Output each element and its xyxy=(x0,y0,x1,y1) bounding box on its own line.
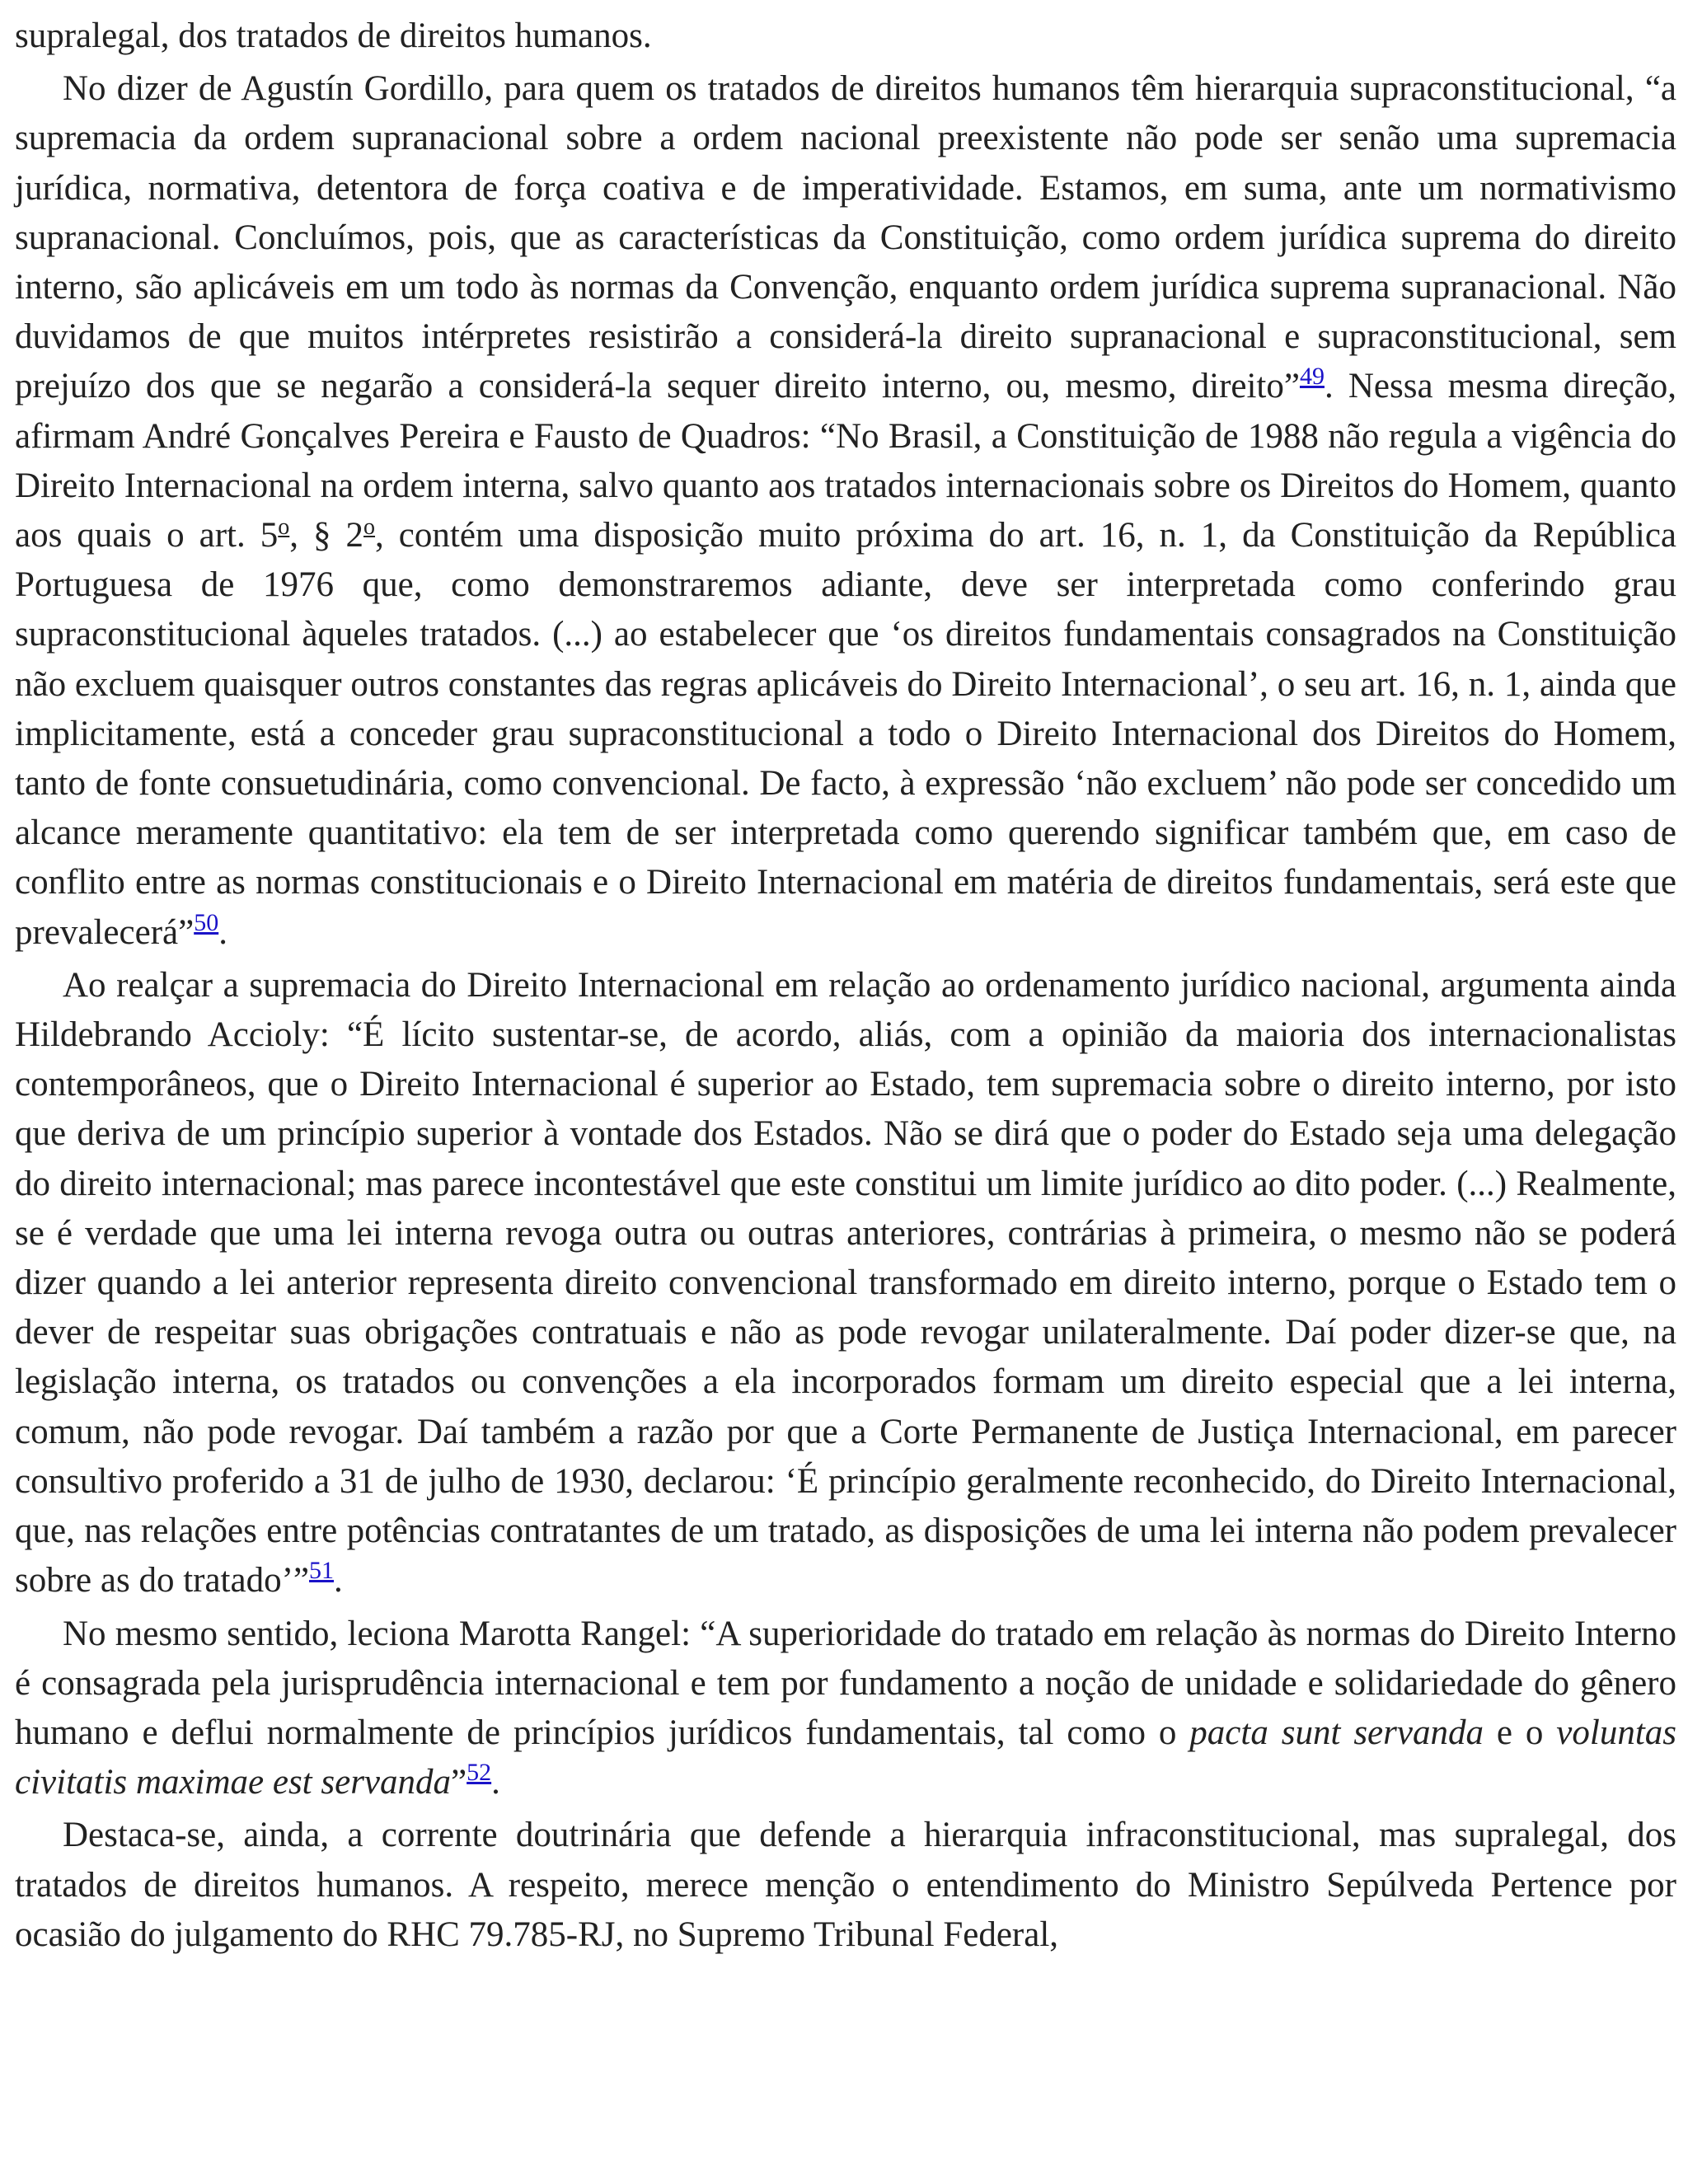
paragraph-text: Destaca-se, ainda, a corrente doutrinária que defende a hierarquia infraconstitucional, mas supralegal, dos tratados de direitos humanos. A respeito, merece menção o entendimento do Ministro Sepúlveda Pertence por ocasião do julgamento do RHC 79.785-RJ, no Supremo Tribunal Federal, xyxy=(15,1816,1676,1954)
footnote-link-50[interactable]: 50 xyxy=(194,908,219,936)
italic-term: voluntas civitatis maximae est servanda xyxy=(15,1713,1677,1802)
paragraph-accioly xyxy=(15,961,1676,1606)
paragraph-text: . Nessa mesma direção, afirmam André Gonçalves Pereira e Fausto de Quadros: “No Brasil, a Constituição de 1988 não regula a vigência do Direito Internacional na ordem interna, salvo quanto aos tratados internacionais sobre os Direitos do Homem, quanto aos quais o art. 5 xyxy=(15,367,1676,555)
paragraph-text: supralegal, dos tratados de direitos humanos. xyxy=(15,16,652,55)
paragraph-continued xyxy=(15,12,1676,61)
paragraph-text: . xyxy=(491,1763,500,1802)
paragraph-supralegal xyxy=(15,1811,1676,1960)
paragraph-text: No dizer de Agustín Gordillo, para quem os tratados de direitos humanos têm hierarquia supraconstitucional, “a supremacia da ordem supranacional sobre a ordem nacional preexistente não pode ser senão uma supremacia jurídica, normativa, detentora de força coativa e de imperatividade. Estamos, em suma, ante um normativismo supranacional. Concluímos, pois, que as características da Constituição, como ordem jurídica suprema do direito interno, são aplicáveis em um todo às normas da Convenção, enquanto ordem jurídica suprema supranacional. Não duvidamos de que muitos intérpretes resistirão a considerá-la direito supranacional e supraconstitucional, sem prejuízo dos que se negarão a considerá-la sequer direito interno, ou, mesmo, direito” xyxy=(15,69,1676,406)
paragraph-text: ” xyxy=(451,1763,467,1802)
paragraph-text: e o xyxy=(1483,1713,1557,1752)
paragraph-text: . xyxy=(218,912,227,952)
ordinal-indicator: o xyxy=(363,514,376,541)
paragraph-text: Ao realçar a supremacia do Direito Internacional em relação ao ordenamento jurídico nacional, argumenta ainda Hildebrando Accioly: “É lícito sustentar-se, de acordo, aliás, com a opinião da maioria dos internacionalistas contemporâneos, que o Direito Internacional é superior ao Estado, tem supremacia sobre o direito interno, por isto que deriva de um princípio superior à vontade dos Estados. Não se dirá que o poder do Estado seja uma delegação do direito internacional; mas parece incontestável que este constitui um limite jurídico ao dito poder. (...) Realmente, se é verdade que uma lei interna revoga outra ou outras anteriores, contrárias à primeira, o mesmo não se poderá dizer quando a lei anterior representa direito convencional transformado em direito interno, porque o Estado tem o dever de respeitar suas obrigações contratuais e não as pode revogar unilateralmente. Daí poder dizer-se que, na legislação interna, os tratados ou convenções a ela incorporados formam um direito especial que a lei interna, comum, não pode revogar. Daí também a razão por que a Corte Permanente de Justiça Internacional, em parecer consultivo proferido a 31 de julho de 1930, declarou: ‘É princípio geralmente reconhecido, do Direito Internacional, que, nas relações entre potências contratantes de um tratado, as disposições de uma lei interna não podem prevalecer sobre as do tratado’” xyxy=(15,965,1676,1601)
paragraph-text: , contém uma disposição muito próxima do art. 16, n. 1, da Constituição da República Portuguesa de 1976 que, como demonstraremos adiante, deve ser interpretada como conferindo grau supraconstitucional àqueles tratados. (...) ao estabelecer que ‘os direitos fundamentais consagrados na Constituição não excluem quaisquer outros constantes das regras aplicáveis do Direito Internacional’, o seu art. 16, n. 1, ainda que implicitamente, está a conceder grau supraconstitucional a todo o Direito Internacional dos Direitos do Homem, tanto de fonte consuetudinária, como convencional. De facto, à expressão ‘não excluem’ não pode ser concedido um alcance meramente quantitativo: ela tem de ser interpretada como querendo significar também que, em caso de conflito entre as normas constitucionais e o Direito Internacional em matéria de direitos fundamentais, será este que prevalecerá” xyxy=(15,516,1676,952)
footnote-link-51[interactable]: 51 xyxy=(309,1557,334,1585)
italic-term: pacta sunt servanda xyxy=(1189,1713,1484,1752)
paragraph-text: , § 2 xyxy=(289,516,364,555)
ordinal-indicator: o xyxy=(278,514,290,541)
footnote-link-52[interactable]: 52 xyxy=(467,1759,492,1787)
paragraph-text: . xyxy=(334,1561,343,1601)
paragraph-rangel xyxy=(15,1610,1676,1808)
footnote-link-49[interactable]: 49 xyxy=(1299,363,1325,391)
paragraph-text: No mesmo sentido, leciona Marotta Rangel: “A superioridade do tratado em relação às normas do Direito Interno é consagrada pela jurisprudência internacional e tem por fundamento a noção de unidade e solidariedade do gênero humano e deflui normalmente de princípios jurídicos fundamentais, tal como o xyxy=(15,1614,1676,1752)
paragraph-gordillo xyxy=(15,64,1676,958)
